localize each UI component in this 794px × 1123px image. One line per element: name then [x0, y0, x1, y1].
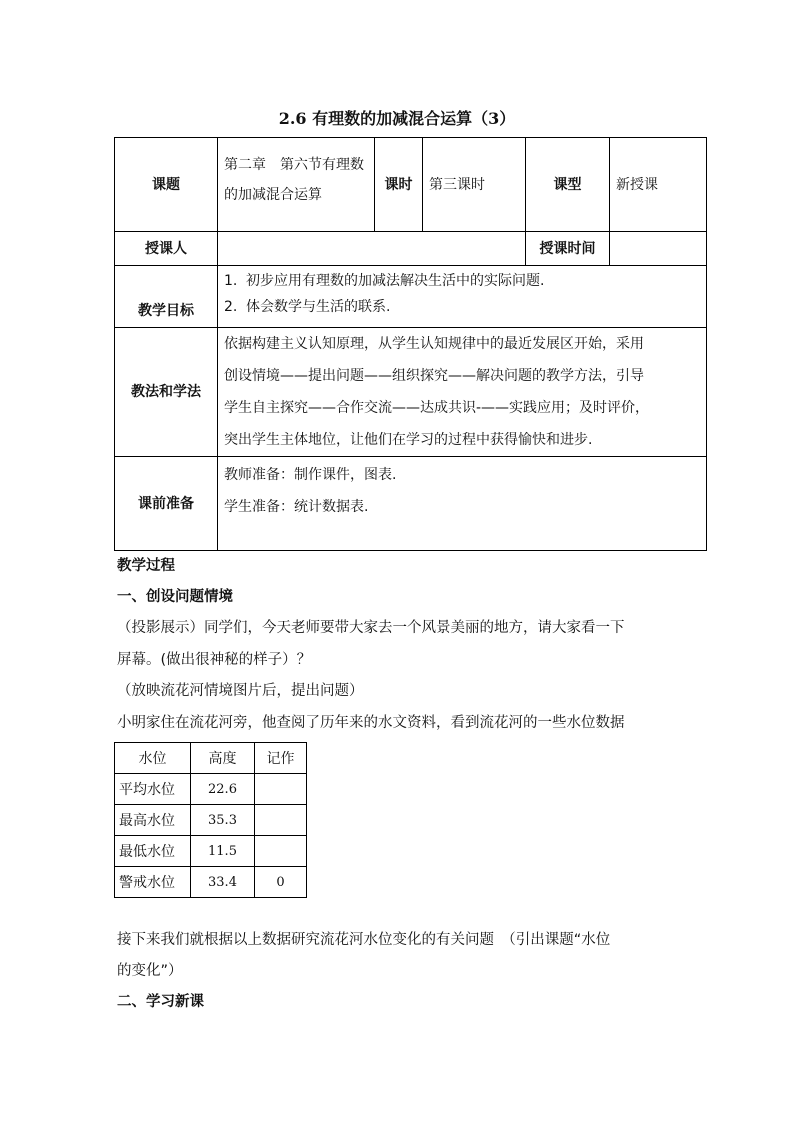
- prep-text: 教师准备：制作课件，图表. 学生准备：统计数据表.: [218, 457, 707, 551]
- process-heading: 教学过程: [117, 558, 175, 574]
- period-value: 第三课时: [423, 138, 526, 232]
- paragraph-4-line-1: 接下来我们就根据以上数据研究流花河水位变化的有关问题 （引出课题“水位: [117, 932, 611, 948]
- lesson-time-value: [610, 232, 707, 266]
- goal-item: 2. 体会数学与生活的联系.: [224, 299, 391, 315]
- paragraph-4-line-2: 的变化”）: [117, 963, 183, 979]
- topic-value: 第二章 第六节有理数的加减混合运算: [218, 138, 375, 232]
- teacher-value: [218, 232, 526, 266]
- teacher-label: 授课人: [115, 232, 218, 266]
- goals-label: 教学目标: [115, 266, 218, 328]
- water-level-table: [114, 742, 307, 898]
- topic-label: 课题: [115, 138, 218, 232]
- lesson-type-value: 新授课: [610, 138, 707, 232]
- table-row: 平均水位 22.6: [115, 774, 307, 805]
- section-2-heading: 二、学习新课: [117, 994, 204, 1010]
- table-row: 最低水位 11.5: [115, 836, 307, 867]
- lesson-type-label: 课型: [526, 138, 610, 232]
- paragraph-1-line-1: （投影展示）同学们，今天老师要带大家去一个风景美丽的地方，请大家看一下: [117, 620, 625, 636]
- column-header: 高度: [191, 743, 255, 774]
- paragraph-1-line-2: 屏幕。(做出很神秘的样子）？: [117, 652, 312, 668]
- goals-list: [218, 266, 707, 328]
- column-header: 记作: [255, 743, 307, 774]
- paragraph-3: 小明家住在流花河旁，他查阅了历年来的水文资料，看到流花河的一些水位数据: [117, 715, 625, 731]
- methods-text: 依据构建主义认知原理，从学生认知规律中的最近发展区开始，采用 创设情境——提出问题——组织探究——解决问题的教学方法，引导 学生自主探究——合作交流——达成共识-——实践应用；及时评价， 突出学生主体地位，让他们在学习的过程中获得愉快和进步.: [218, 328, 707, 457]
- methods-label: 教法和学法: [115, 328, 218, 457]
- lesson-info-table: [114, 137, 707, 551]
- paragraph-2: （放映流花河情境图片后，提出问题）: [117, 683, 364, 699]
- lesson-time-label: 授课时间: [526, 232, 610, 266]
- table-row: 警戒水位 33.4 0: [115, 867, 307, 898]
- column-header: 水位: [115, 743, 191, 774]
- goal-item: 1. 初步应用有理数的加减法解决生活中的实际问题.: [224, 273, 545, 289]
- page-title: 2.6 有理数的加减混合运算（3）: [278, 109, 516, 128]
- period-label: 课时: [375, 138, 423, 232]
- table-row: 最高水位 35.3: [115, 805, 307, 836]
- section-1-heading: 一、创设问题情境: [117, 589, 233, 605]
- prep-label: 课前准备: [115, 457, 218, 551]
